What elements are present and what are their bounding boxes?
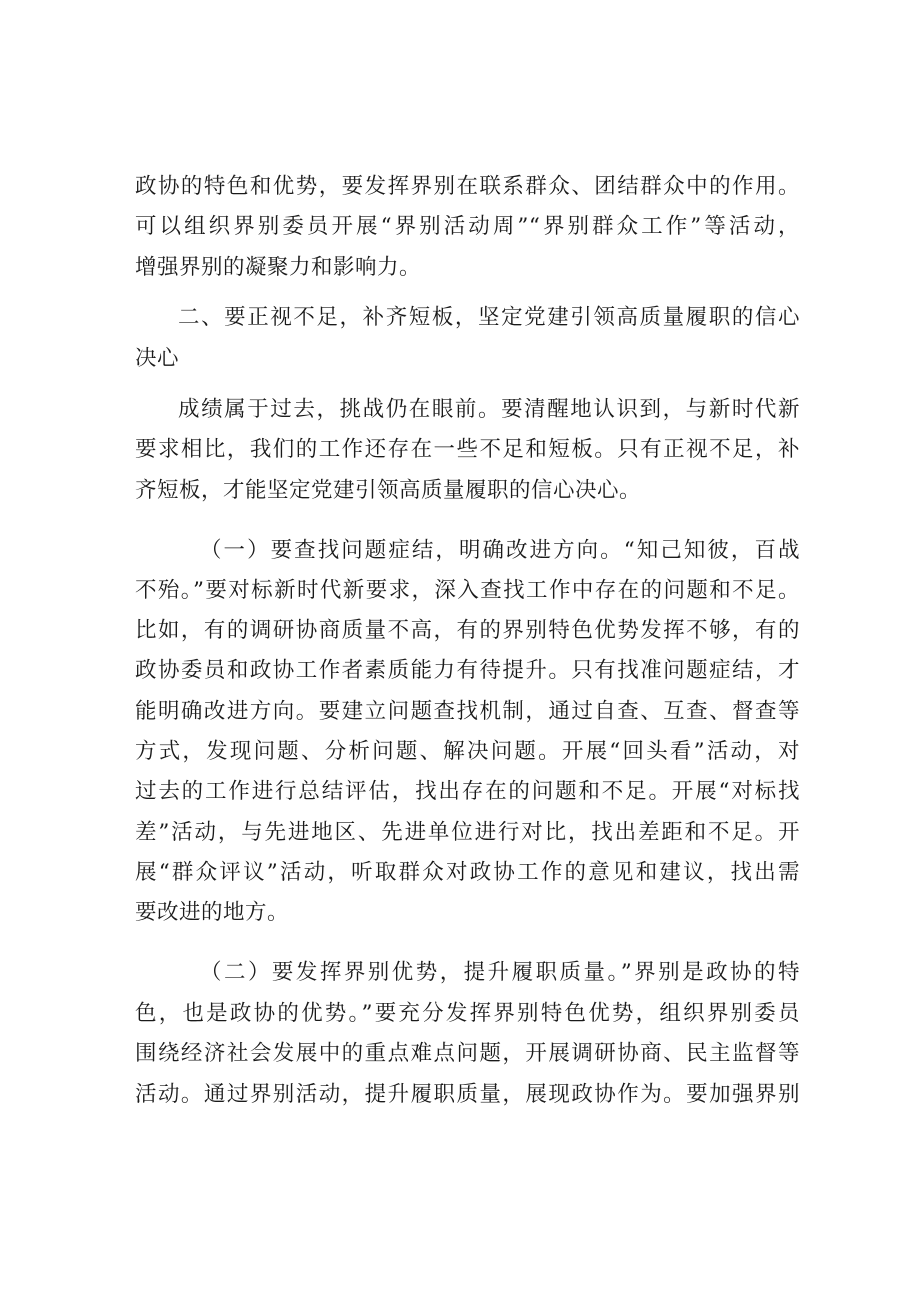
paragraph-line: 增强界别的凝聚力和影响力。 (135, 255, 422, 280)
paragraph-line: 过去的工作进行总结评估，找出存在的问题和不足。开展“对标找 (135, 779, 800, 804)
section-heading-line: 决心 (135, 346, 180, 371)
paragraph-line: 齐短板，才能坚定党建引领高质量履职的信心决心。 (135, 478, 642, 503)
paragraph-line: 活动。通过界别活动，提升履职质量，展现政协作为。要加强界别 (135, 1082, 800, 1107)
paragraph-line: 比如，有的调研协商质量不高，有的界别特色优势发挥不够，有的 (135, 618, 800, 643)
paragraph-line: 要求相比，我们的工作还存在一些不足和短板。只有正视不足，补 (135, 437, 800, 462)
paragraph-line: 要改进的地方。 (135, 900, 290, 925)
section-heading-line: 二、要正视不足，补齐短板，坚定党建引领高质量履职的信心 (178, 305, 800, 330)
paragraph-line: 政协的特色和优势，要发挥界别在联系群众、团结群众中的作用。 (135, 174, 800, 199)
paragraph-line: 可以组织界别委员开展“界别活动周”“界别群众工作”等活动， (135, 214, 800, 239)
paragraph-line: 不殆。”要对标新时代新要求，深入查找工作中存在的问题和不足。 (135, 578, 800, 603)
paragraph-line: 展“群众评议”活动，听取群众对政协工作的意见和建议，找出需 (135, 860, 800, 885)
paragraph-line: 方式，发现问题、分析问题、解决问题。开展“回头看”活动，对 (135, 739, 800, 764)
paragraph-line: 政协委员和政协工作者素质能力有待提升。只有找准问题症结，才 (135, 658, 800, 683)
subsection-line: （一）要查找问题症结，明确改进方向。“知己知彼，百战 (200, 538, 800, 563)
subsection-line: （二）要发挥界别优势，提升履职质量。”界别是政协的特 (200, 960, 800, 985)
paragraph-line: 围绕经济社会发展中的重点难点问题，开展调研协商、民主监督等 (135, 1041, 800, 1066)
paragraph-line: 能明确改进方向。要建立问题查找机制，通过自查、互查、督查等 (135, 699, 800, 724)
paragraph-line: 成绩属于过去，挑战仍在眼前。要清醒地认识到，与新时代新 (178, 397, 800, 422)
paragraph-line: 色，也是政协的优势。”要充分发挥界别特色优势，组织界别委员 (135, 1001, 800, 1026)
paragraph-line: 差”活动，与先进地区、先进单位进行对比，找出差距和不足。开 (135, 820, 800, 845)
